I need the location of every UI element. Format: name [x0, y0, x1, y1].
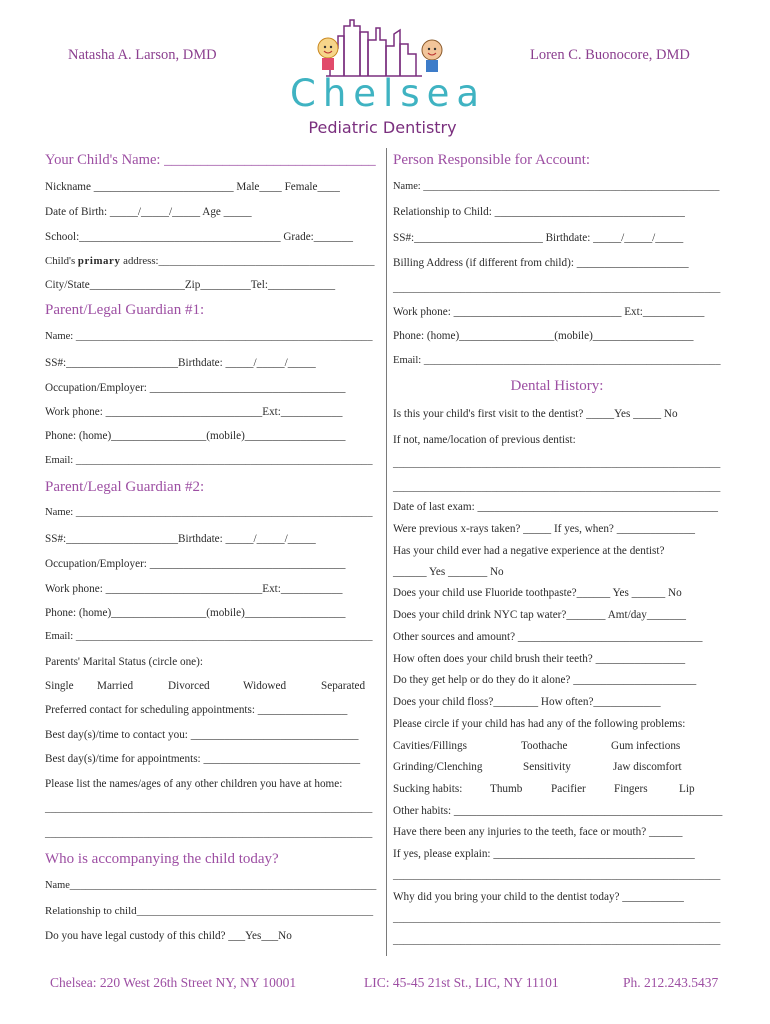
footer-chelsea-address: Chelsea: 220 West 26th Street NY, NY 10001 [50, 975, 297, 990]
other-habits-field[interactable]: Other habits: ________________________________________________ [393, 805, 723, 817]
other-children-label: Please list the names/ages of any other children you have at home: [45, 778, 343, 790]
habit-pacifier[interactable]: Pacifier [551, 783, 586, 795]
guardian2-work-field[interactable]: Work phone: ____________________________Ext:___________ [45, 583, 343, 595]
logo-title: Chelsea [290, 72, 487, 115]
skyline-kids-logo-graphic [290, 18, 475, 78]
address-field[interactable] [45, 254, 374, 268]
column-divider [386, 148, 387, 956]
responsible-work-field[interactable]: Work phone: ______________________________ Ext:___________ [393, 306, 705, 318]
problem-sensitivity[interactable]: Sensitivity [523, 761, 571, 773]
practice-logo [290, 18, 487, 143]
address-label-c: address:________________________________________ [120, 255, 375, 267]
address-label-primary: primary [77, 255, 121, 267]
accompany-name-field[interactable]: Name___________________________________________________________ [45, 880, 377, 891]
problem-jaw-discomfort[interactable]: Jaw discomfort [613, 761, 682, 773]
responsible-relationship-field[interactable]: Relationship to Child: __________________________________ [393, 206, 685, 218]
guardian1-work-field[interactable]: Work phone: ____________________________Ext:___________ [45, 406, 343, 418]
responsible-ss-field[interactable]: SS#:_______________________ Birthdate: _____/_____/_____ [393, 232, 684, 244]
best-appointment-time-field[interactable]: Best day(s)/time for appointments: ____________________________ [45, 753, 361, 765]
responsible-phone-field[interactable]: Phone: (home)_________________(mobile)__________________ [393, 330, 694, 342]
negative-experience-yes-no[interactable]: ______ Yes _______ No [393, 566, 504, 578]
other-sources-field[interactable]: Other sources and amount? _________________________________ [393, 631, 703, 643]
guardian1-phone-field[interactable]: Phone: (home)_________________(mobile)__________________ [45, 430, 346, 442]
guardian2-title: Parent/Legal Guardian #2: [45, 479, 205, 495]
problem-toothache[interactable]: Toothache [521, 740, 568, 752]
previous-dentist-label: If not, name/location of previous dentist: [393, 434, 576, 446]
logo-subtitle: Pediatric Dentistry [308, 118, 457, 137]
visit-reason-field[interactable]: Why did you bring your child to the dentist today? ___________ [393, 891, 684, 903]
previous-dentist-line-2[interactable]: _______________________________________________________________ [393, 482, 721, 493]
marital-single[interactable]: Single [45, 680, 74, 692]
other-children-line-1[interactable]: _______________________________________________________________ [45, 803, 373, 814]
dental-history-title: Dental History: [510, 378, 604, 394]
guardian2-email-field[interactable]: Email: ________________________________________________________ [45, 631, 373, 642]
right-doctor-name: Loren C. Buonocore, DMD [530, 47, 690, 63]
xrays-field[interactable]: Were previous x-rays taken? _____ If yes, when? ______________ [393, 523, 696, 535]
footer-phone: Ph. 212.243.5437 [623, 975, 719, 990]
last-exam-field[interactable]: Date of last exam: ___________________________________________ [393, 501, 719, 513]
nickname-field[interactable]: Nickname _________________________ Male____ Female____ [45, 181, 340, 193]
footer-lic-address: LIC: 45-45 21st St., LIC, NY 11101 [364, 975, 559, 990]
fluoride-field[interactable]: Does your child use Fluoride toothpaste?______ Yes ______ No [393, 587, 682, 599]
preferred-contact-field[interactable]: Preferred contact for scheduling appointments: ________________ [45, 704, 348, 716]
marital-status-label: Parents' Marital Status (circle one): [45, 656, 203, 668]
marital-divorced[interactable]: Divorced [168, 680, 210, 692]
nyc-water-field[interactable]: Does your child drink NYC tap water?_______ Amt/day_______ [393, 609, 687, 621]
previous-dentist-line-1[interactable]: _______________________________________________________________ [393, 458, 721, 469]
brushing-frequency-field[interactable]: How often does your child brush their teeth? ________________ [393, 653, 686, 665]
negative-experience-label: Has your child ever had a negative experience at the dentist? [393, 545, 665, 557]
problem-grinding[interactable]: Grinding/Clenching [393, 761, 483, 773]
habit-thumb[interactable]: Thumb [490, 783, 523, 795]
child-name-field[interactable]: Your Child's Name: _____________________________ [45, 152, 376, 168]
marital-widowed[interactable]: Widowed [243, 680, 287, 692]
billing-address-line[interactable]: _______________________________________________________________ [393, 283, 721, 294]
billing-address-field[interactable]: Billing Address (if different from child): ____________________ [393, 257, 689, 269]
visit-reason-line-2[interactable]: _______________________________________________________________ [393, 935, 721, 946]
problem-cavities[interactable]: Cavities/Fillings [393, 740, 467, 752]
floss-field[interactable]: Does your child floss?________ How often?____________ [393, 696, 661, 708]
injuries-field[interactable]: Have there been any injuries to the teeth, face or mouth? ______ [393, 826, 683, 838]
guardian1-ss-field[interactable]: SS#:____________________Birthdate: _____/_____/_____ [45, 357, 316, 369]
responsible-title: Person Responsible for Account: [393, 152, 591, 168]
guardian1-name-field[interactable]: Name: ________________________________________________________ [45, 331, 373, 342]
legal-custody-field[interactable]: Do you have legal custody of this child? ___Yes___No [45, 930, 292, 942]
responsible-email-field[interactable]: Email: ________________________________________________________ [393, 355, 721, 366]
guardian2-ss-field[interactable]: SS#:____________________Birthdate: _____/_____/_____ [45, 533, 316, 545]
school-field[interactable]: School:____________________________________ Grade:_______ [45, 231, 353, 243]
responsible-name-field[interactable]: Name: _________________________________________________________ [393, 181, 720, 192]
other-children-line-2[interactable]: _______________________________________________________________ [45, 828, 373, 839]
injuries-explain-field[interactable]: If yes, please explain: ____________________________________ [393, 848, 695, 860]
guardian1-title: Parent/Legal Guardian #1: [45, 302, 205, 318]
accompany-title: Who is accompanying the child today? [45, 851, 279, 867]
visit-reason-line-1[interactable]: _______________________________________________________________ [393, 913, 721, 924]
marital-married[interactable]: Married [97, 680, 134, 692]
dob-field[interactable]: Date of Birth: _____/_____/_____ Age _____ [45, 206, 252, 218]
accompany-relationship-field[interactable]: Relationship to child___________________________________________ [45, 905, 374, 917]
guardian2-phone-field[interactable]: Phone: (home)_________________(mobile)__________________ [45, 607, 346, 619]
guardian2-name-field[interactable]: Name: ________________________________________________________ [45, 507, 373, 518]
sucking-habits-label: Sucking habits: [393, 783, 463, 795]
address-label-a: Child's [45, 255, 78, 267]
best-contact-time-field[interactable]: Best day(s)/time to contact you: ______________________________ [45, 729, 359, 741]
marital-separated[interactable]: Separated [321, 680, 366, 692]
brushing-help-field[interactable]: Do they get help or do they do it alone? ______________________ [393, 674, 697, 686]
habit-lip[interactable]: Lip [679, 783, 695, 795]
first-visit-field[interactable]: Is this your child's first visit to the dentist? _____Yes _____ No [393, 408, 678, 420]
guardian2-occupation-field[interactable]: Occupation/Employer: ___________________________________ [45, 558, 346, 570]
problems-label: Please circle if your child has had any of the following problems: [393, 718, 686, 730]
left-doctor-name: Natasha A. Larson, DMD [68, 47, 217, 63]
guardian1-occupation-field[interactable]: Occupation/Employer: ___________________________________ [45, 382, 346, 394]
guardian1-email-field[interactable]: Email: ________________________________________________________ [45, 455, 373, 466]
injuries-explain-line[interactable]: _______________________________________________________________ [393, 870, 721, 881]
problem-gum-infections[interactable]: Gum infections [611, 740, 681, 752]
city-field[interactable]: City/State_________________Zip_________Tel:____________ [45, 279, 336, 291]
habit-fingers[interactable]: Fingers [614, 783, 648, 795]
